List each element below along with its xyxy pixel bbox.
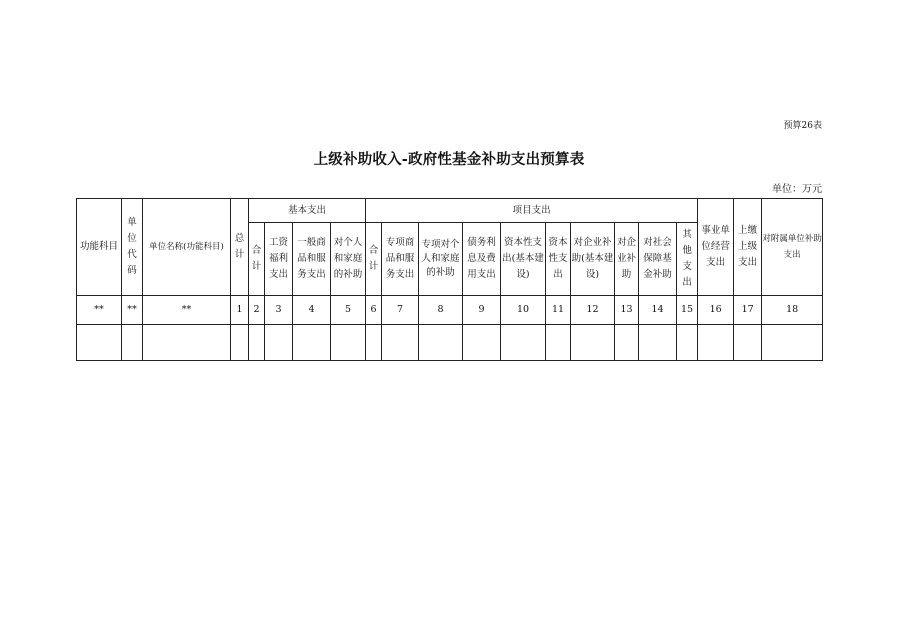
table-cell: 6 <box>366 296 382 325</box>
table-cell: ** <box>143 296 231 325</box>
table-cell: ** <box>77 296 122 325</box>
table-cell <box>419 325 463 361</box>
table-cell <box>331 325 366 361</box>
table-cell: 3 <box>265 296 293 325</box>
table-cell <box>249 325 265 361</box>
table-cell <box>615 325 639 361</box>
table-cell: 13 <box>615 296 639 325</box>
header-project-other-text: 其他支出 <box>682 229 692 288</box>
table-cell: 18 <box>762 296 823 325</box>
table-cell <box>463 325 501 361</box>
header-group-basic: 基本支出 <box>249 199 366 223</box>
table-cell <box>366 325 382 361</box>
table-cell <box>546 325 571 361</box>
header-project-subtotal <box>366 223 382 296</box>
form-number: 预算26表 <box>783 121 822 131</box>
table-cell <box>122 325 143 361</box>
table-cell <box>265 325 293 361</box>
header-unit-code-text: 单位代码 <box>127 217 137 276</box>
header-func-subject: 功能科目 <box>77 199 122 296</box>
budget-table <box>76 198 823 361</box>
table-row <box>77 296 823 325</box>
header-project-debt: 债务利息及费用支出 <box>463 223 501 296</box>
header-unit-code <box>122 199 143 296</box>
header-project-other <box>677 223 698 296</box>
header-project-capital: 资本性支出 <box>546 223 571 296</box>
table-cell <box>501 325 546 361</box>
table-cell: 8 <box>419 296 463 325</box>
header-project-enterprise: 对企业补助 <box>615 223 639 296</box>
table-cell: 9 <box>463 296 501 325</box>
header-basic-subtotal-text: 合计 <box>251 245 262 272</box>
header-basic-personal: 对个人和家庭的补助 <box>331 223 366 296</box>
table-cell: 15 <box>677 296 698 325</box>
table-cell: 4 <box>293 296 331 325</box>
table-cell: 7 <box>382 296 419 325</box>
table-cell: 11 <box>546 296 571 325</box>
header-project-personal: 专项对个人和家庭的补助 <box>419 223 463 296</box>
table-cell: 10 <box>501 296 546 325</box>
header-project-subtotal-text: 合计 <box>368 245 379 272</box>
header-unit-name: 单位名称(功能科目) <box>143 199 231 296</box>
header-business: 事业单位经营支出 <box>698 199 734 296</box>
header-project-enterprise-basic: 对企业补助(基本建设) <box>571 223 615 296</box>
table-cell: ** <box>122 296 143 325</box>
header-basic-goods: 一般商品和服务支出 <box>293 223 331 296</box>
table-cell: 16 <box>698 296 734 325</box>
table-row <box>77 325 823 361</box>
table-cell <box>571 325 615 361</box>
table-cell: 17 <box>734 296 762 325</box>
header-affiliated: 对附属单位补助支出 <box>762 199 823 296</box>
table-cell <box>231 325 249 361</box>
table-cell <box>143 325 231 361</box>
header-group-project: 项目支出 <box>366 199 698 223</box>
table-cell: 14 <box>639 296 677 325</box>
table-cell <box>382 325 419 361</box>
header-project-goods: 专项商品和服务支出 <box>382 223 419 296</box>
header-total-text: 总计 <box>234 233 245 260</box>
table-cell: 2 <box>249 296 265 325</box>
table-cell <box>639 325 677 361</box>
header-project-capital-basic: 资本性支出(基本建设) <box>501 223 546 296</box>
header-basic-subtotal <box>249 223 265 296</box>
table-cell <box>734 325 762 361</box>
table-cell <box>77 325 122 361</box>
unit-label: 单位：万元 <box>772 184 822 195</box>
table-cell <box>677 325 698 361</box>
header-upper: 上缴上级支出 <box>734 199 762 296</box>
header-total <box>231 199 249 296</box>
header-basic-wages: 工资福利支出 <box>265 223 293 296</box>
table-cell <box>293 325 331 361</box>
table-cell: 1 <box>231 296 249 325</box>
table-cell <box>698 325 734 361</box>
table-cell: 12 <box>571 296 615 325</box>
header-project-social: 对社会保障基金补助 <box>639 223 677 296</box>
table-cell <box>762 325 823 361</box>
table-cell: 5 <box>331 296 366 325</box>
page-title: 上级补助收入-政府性基金补助支出预算表 <box>313 151 585 168</box>
